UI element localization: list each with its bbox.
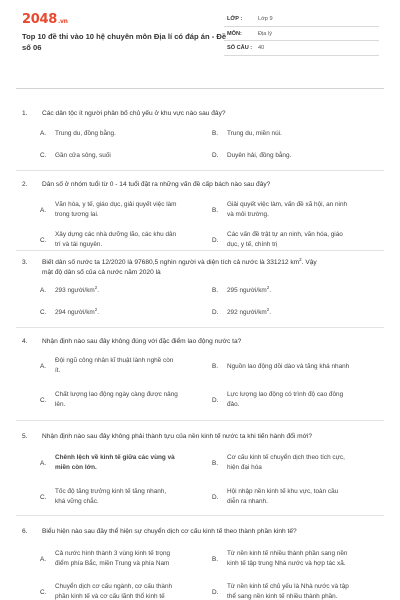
meta-row-subject <box>224 27 379 42</box>
question-3 <box>22 258 378 278</box>
option-text: Chất lượng lao động ngày càng được nâng <box>55 391 178 398</box>
question-stem <box>22 337 378 347</box>
meta-row-class <box>224 12 379 27</box>
page-title: Top 10 đề thi vào 10 hệ chuyên môn Địa lí có đáp án - Đề số 06 <box>22 32 227 52</box>
question-number: 5. <box>22 433 28 440</box>
question-stem <box>22 180 378 190</box>
punctuation: . <box>97 287 100 294</box>
option-text: Trung du, miền núi. <box>227 130 282 137</box>
question-6 <box>22 527 378 537</box>
option-text: thể sang nền kinh tế nhiều thành phần. <box>227 593 338 600</box>
question-text: Các dân tộc ít người phân bố chủ yếu ở khu vực nào sau đây? <box>42 110 226 117</box>
option-text: Các vấn đề trật tự an ninh, văn hóa, giáo <box>227 231 343 238</box>
question-number: 3. <box>22 259 28 266</box>
question-2 <box>22 180 378 190</box>
option-text: Cả nước hình thành 3 vùng kinh tế trọng <box>55 550 171 557</box>
meta-key: MÔN: <box>227 30 242 37</box>
option-text: Gần cửa sông, suối <box>55 152 111 159</box>
option-text: Từ nền kinh tế nhiều thành phần sang nền <box>227 550 348 557</box>
question-text: Nhận định nào sau đây không đúng với đặc điểm lao động nước ta? <box>42 338 242 345</box>
option-text: miền còn lớn. <box>55 464 97 471</box>
question-stem <box>22 109 378 119</box>
option-text: Chuyển dịch cơ cấu ngành, cơ cấu thành <box>55 583 173 590</box>
option-text: 292 người/km <box>227 309 267 316</box>
option-text: trí và tài nguyên. <box>55 241 103 248</box>
option-text: diễn ra nhanh. <box>227 498 268 505</box>
logo-suffix: .vn <box>57 18 68 25</box>
question-5 <box>22 432 378 442</box>
option-text: và môi trường. <box>227 211 269 218</box>
question-divider <box>16 420 384 421</box>
question-stem <box>22 432 378 442</box>
question-text: Nhận định nào sau đây không phải thành tựu của nền kinh tế nước ta khi tiến hành đổi mới? <box>42 433 313 440</box>
meta-value: Lớp 9 <box>258 16 273 22</box>
option-text: 293 người/km <box>55 287 95 294</box>
option-text: hiện đại hóa <box>227 464 262 471</box>
meta-row-count <box>224 41 379 56</box>
header-divider <box>16 88 384 89</box>
question-4 <box>22 337 378 347</box>
question-text: . Vậy <box>301 259 317 266</box>
question-stem <box>22 527 378 537</box>
option-text: Nguồn lao động dồi dào và tăng khá nhanh <box>227 363 350 370</box>
option-text: kinh tế tập trung Nhà nước và hợp tác xã. <box>227 560 346 567</box>
question-number: 2. <box>22 181 28 188</box>
question-text: Biểu hiện nào sau đây thể hiện sự chuyển dịch cơ cấu kinh tế theo thành phần kinh tế? <box>42 528 297 535</box>
question-number: 1. <box>22 110 28 117</box>
question-number: 4. <box>22 338 28 345</box>
option-text: Chênh lệch về kinh tế giữa các vùng và <box>55 454 175 461</box>
superscript: 2 <box>94 306 98 312</box>
meta-value: Địa lý <box>258 30 272 37</box>
punctuation: . <box>269 287 272 294</box>
question-divider <box>16 515 384 516</box>
superscript: 2 <box>266 284 270 290</box>
option-text: dục, y tế, chính trị <box>227 241 278 248</box>
question-number: 6. <box>22 528 28 535</box>
question-text: Dân số ở nhóm tuổi từ 0 - 14 tuổi đặt ra những vấn đề cấp bách nào sau đây? <box>42 181 271 188</box>
question-1 <box>22 109 378 119</box>
option-text: Đội ngũ công nhân kĩ thuật lành nghề còn <box>55 357 174 364</box>
site-logo[interactable] <box>22 12 68 27</box>
question-text: Biết dân số nước ta 12/2020 là 97680,5 nghìn người và diện tích cả nước là 331212 km <box>42 259 300 266</box>
meta-key: SỐ CÂU : <box>227 45 253 51</box>
option-text: đảo. <box>227 401 240 408</box>
meta-key: LỚP : <box>227 16 243 22</box>
superscript: 2 <box>299 256 302 262</box>
option-text: phần kinh tế và cơ cấu lãnh thổ kinh tế <box>55 593 165 600</box>
question-divider <box>16 327 384 328</box>
option-text: khá vững chắc. <box>55 498 99 505</box>
option-text: 294 người/km <box>55 309 95 316</box>
option-text: Xây dựng các nhà dưỡng lão, các khu dân <box>55 231 177 238</box>
option-text: trong tương lai. <box>55 211 99 218</box>
option-text: 295 người/km <box>227 287 267 294</box>
question-divider <box>16 170 384 171</box>
document-meta <box>224 12 379 56</box>
question-stem <box>22 258 378 278</box>
option-text: Cơ cấu kinh tế chuyển dịch theo tích cực, <box>227 454 345 461</box>
option-text: Tốc độ tăng trưởng kinh tế tăng nhanh, <box>55 488 167 495</box>
question-text: mật độ dân số của cả nước năm 2020 là <box>42 269 161 276</box>
meta-value: 40 <box>258 45 265 51</box>
logo-text: 2048 <box>22 12 57 27</box>
option-text: điểm phía Bắc, miền Trung và phía Nam <box>55 560 170 567</box>
option-text: Duyên hải, đồng bằng. <box>227 152 292 159</box>
superscript: 2 <box>94 284 98 290</box>
superscript: 2 <box>266 306 270 312</box>
punctuation: . <box>269 309 272 316</box>
option-text: ít. <box>55 367 61 374</box>
option-text: Hội nhập nền kinh tế khu vực, toàn cầu <box>227 488 339 495</box>
punctuation: . <box>97 309 100 316</box>
option-text: Trung du, đồng bằng. <box>55 130 116 137</box>
option-text: Giải quyết việc làm, vấn đề xã hội, an ninh <box>227 201 348 208</box>
option-text: Văn hóa, y tế, giáo dục, giải quyết việc làm <box>55 201 177 208</box>
option-text: Từ nền kinh tế chủ yếu là Nhà nước và tập <box>227 583 349 590</box>
option-text: Lực lượng lao động có trình độ cao đông <box>227 391 344 398</box>
question-divider <box>16 250 384 251</box>
option-text: lên. <box>55 401 66 408</box>
